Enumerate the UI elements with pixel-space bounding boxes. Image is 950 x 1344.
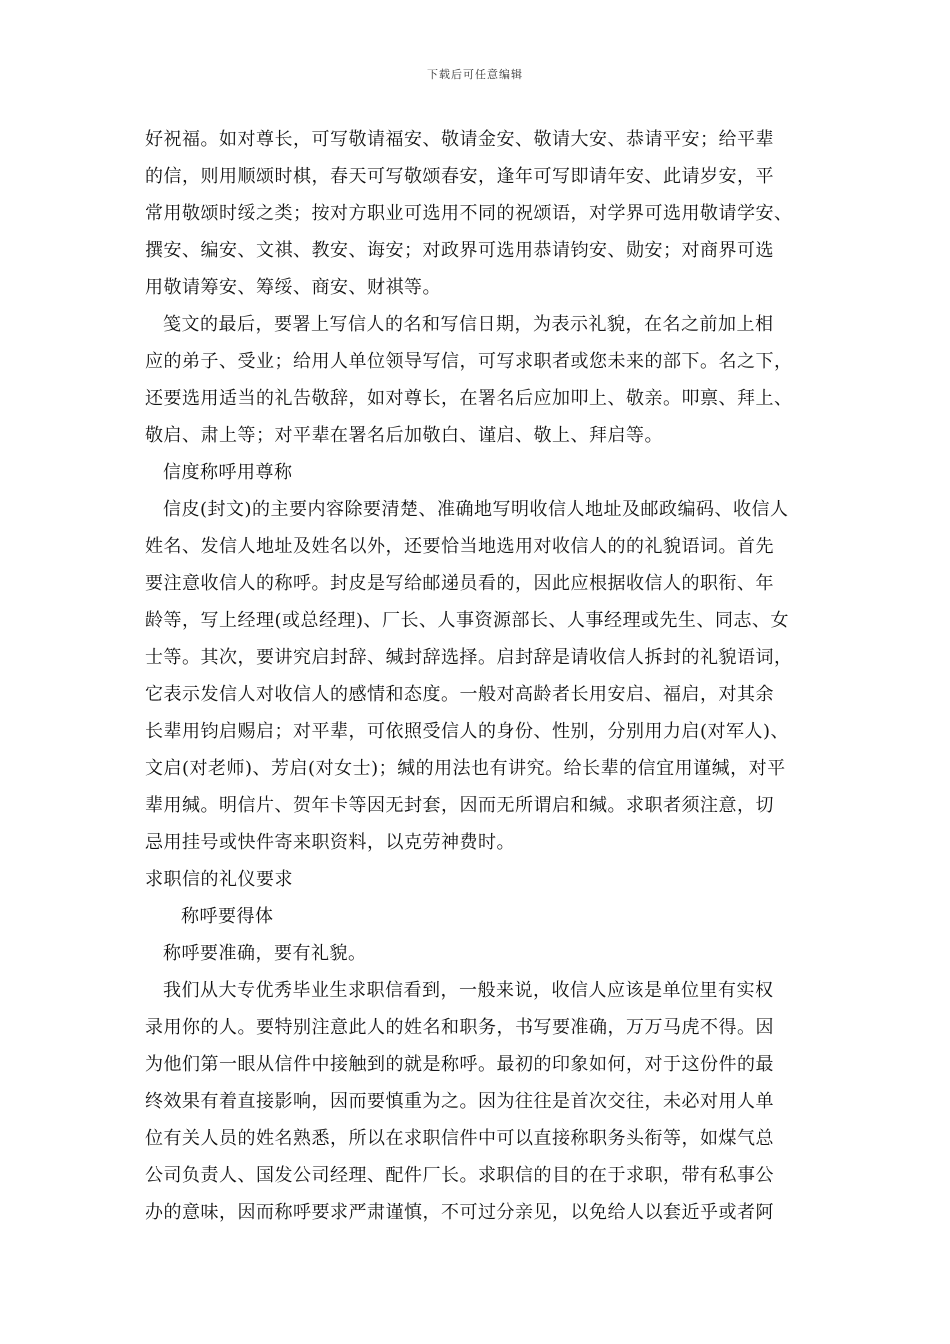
text-line: 好祝福。如对尊长，可写敬请福安、敬请金安、敬请大安、恭请平安；给平辈	[145, 129, 774, 150]
text-line: 常用敬颂时绥之类；按对方职业可选用不同的祝颂语，对学界可选用敬请学安、	[145, 203, 793, 224]
text-line: 长辈用钧启赐启；对平辈，可依照受信人的身份、性别，分别用力启(对军人)、	[145, 721, 790, 742]
text-line: 用敬请筹安、筹绥、商安、财祺等。	[145, 277, 441, 298]
text-line: 录用你的人。要特别注意此人的姓名和职务，书写要准确，万万马虎不得。因	[145, 1017, 774, 1038]
document-body	[145, 121, 825, 1231]
text-line: 我们从大专优秀毕业生求职信看到，一般来说，收信人应该是单位里有实权	[163, 980, 774, 1001]
text-line: 信皮(封文)的主要内容除要清楚、准确地写明收信人地址及邮政编码、收信人	[163, 499, 789, 520]
text-line: 终效果有着直接影响，因而要慎重为之。因为往往是首次交往，未必对用人单	[145, 1091, 774, 1112]
text-line: 称呼要准确，要有礼貌。	[163, 943, 367, 964]
text-line: 信度称呼用尊称	[163, 462, 293, 483]
text-line: 公司负责人、国发公司经理、配件厂长。求职信的目的在于求职，带有私事公	[145, 1165, 774, 1186]
text-line: 还要选用适当的礼告敬辞，如对尊长，在署名后应加叩上、敬亲。叩禀、拜上、	[145, 388, 793, 409]
text-line: 士等。其次，要讲究启封辞、缄封辞选择。启封辞是请收信人拆封的礼貌语词，	[145, 647, 793, 668]
text-line: 办的意味，因而称呼要求严肃谨慎，不可过分亲见，以免给人以套近乎或者阿	[145, 1202, 774, 1223]
text-line: 文启(对老师)、芳启(对女士)；缄的用法也有讲究。给长辈的信宜用谨缄，对平	[145, 758, 786, 779]
text-line: 撰安、编安、文祺、教安、诲安；对政界可选用恭请钧安、勋安；对商界可选	[145, 240, 774, 261]
text-line: 要注意收信人的称呼。封皮是写给邮递员看的，因此应根据收信人的职衔、年	[145, 573, 774, 594]
text-line: 它表示发信人对收信人的感情和态度。一般对高龄者长用安启、福启，对其余	[145, 684, 774, 705]
text-line: 求职信的礼仪要求	[145, 869, 293, 890]
text-line: 辈用缄。明信片、贺年卡等因无封套，因而无所谓启和缄。求职者须注意，切	[145, 795, 774, 816]
text-line: 姓名、发信人地址及姓名以外，还要恰当地选用对收信人的的礼貌语词。首先	[145, 536, 774, 557]
text-line: 称呼要得体	[181, 906, 274, 927]
text-line: 忌用挂号或快件寄来职资料，以克劳神费时。	[145, 832, 515, 853]
text-line: 笺文的最后，要署上写信人的名和写信日期，为表示礼貌，在名之前加上相	[163, 314, 774, 335]
text-line: 敬启、肃上等；对平辈在署名后加敬白、谨启、敬上、拜启等。	[145, 425, 663, 446]
text-line: 位有关人员的姓名熟悉，所以在求职信件中可以直接称职务头衔等，如煤气总	[145, 1128, 774, 1149]
text-line: 为他们第一眼从信件中接触到的就是称呼。最初的印象如何，对于这份件的最	[145, 1054, 774, 1075]
text-line: 的信，则用顺颂时棋，春天可写敬颂春安，逢年可写即请年安、此请岁安，平	[145, 166, 774, 187]
text-line: 应的弟子、受业；给用人单位领导写信，可写求职者或您未来的部下。名之下，	[145, 351, 793, 372]
text-line: 龄等，写上经理(或总经理)、厂长、人事资源部长、人事经理或先生、同志、女	[145, 610, 790, 631]
page-header: 下载后可任意编辑	[427, 68, 523, 81]
